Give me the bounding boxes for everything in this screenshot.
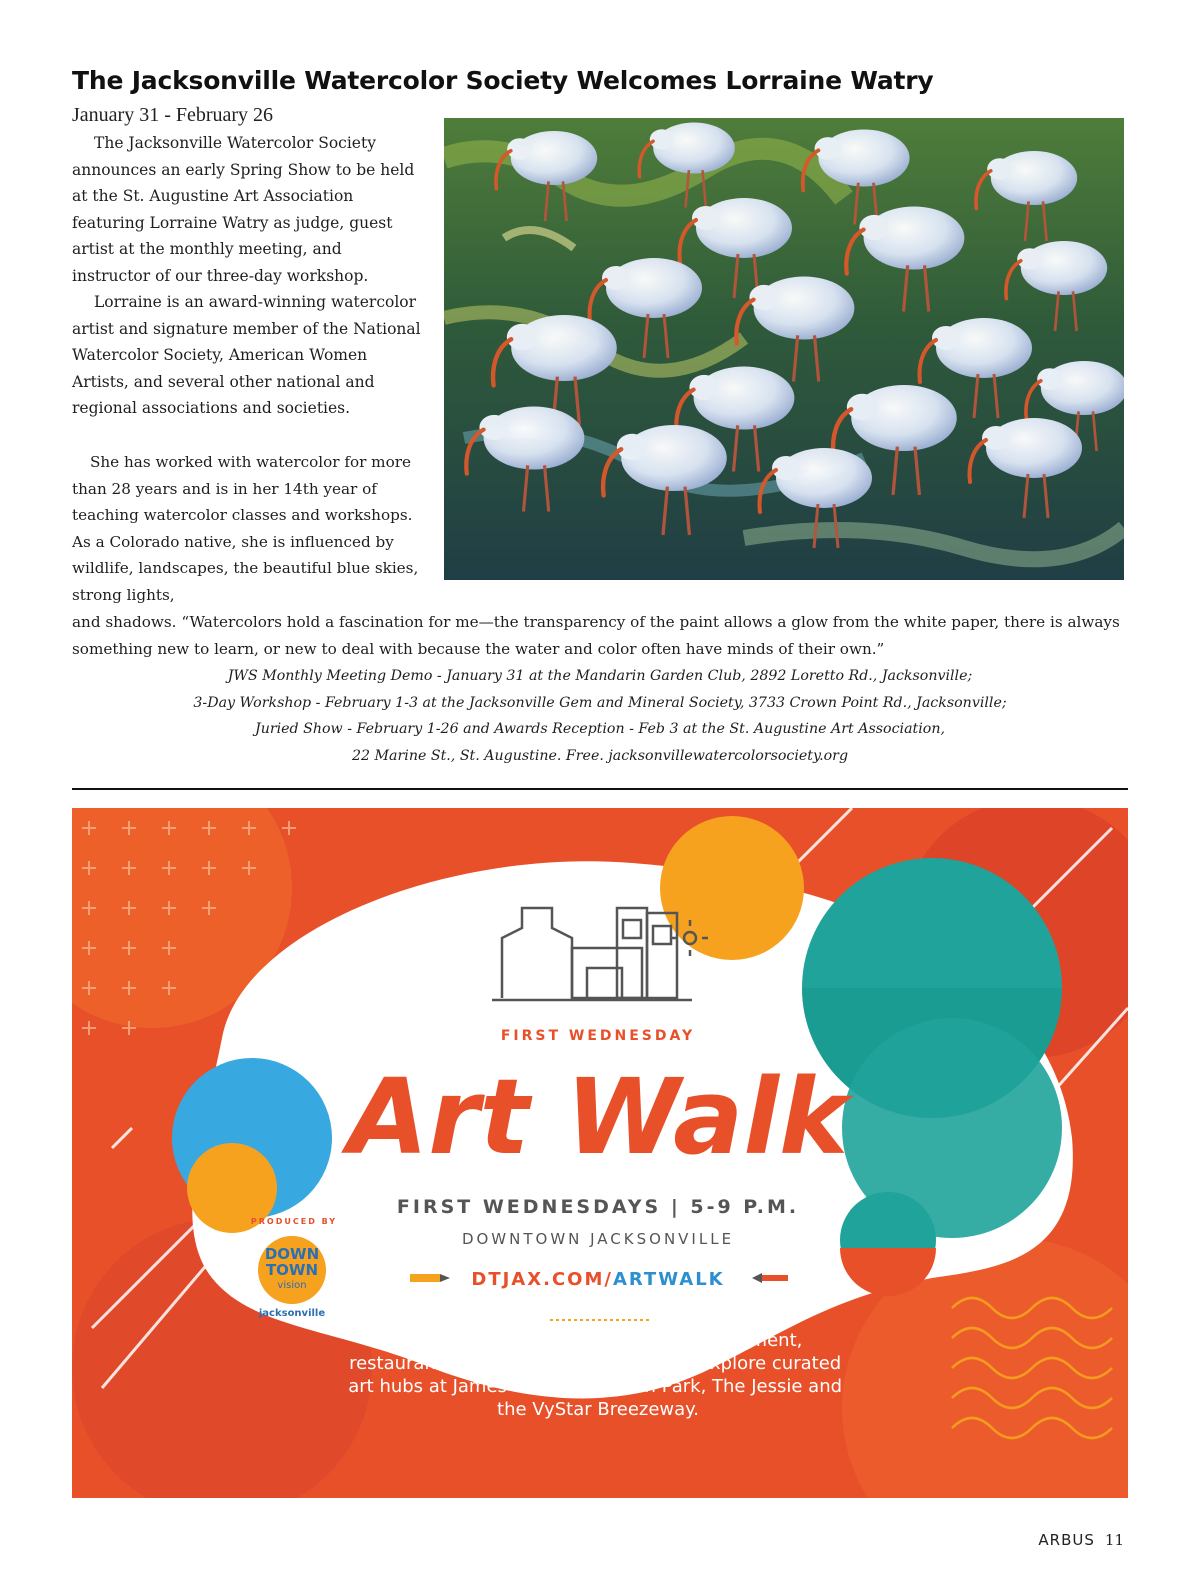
- ad-location: DOWNTOWN JACKSONVILLE: [461, 1230, 735, 1248]
- svg-text:DOWN: DOWN: [264, 1245, 320, 1263]
- svg-text:jacksonville: jacksonville: [258, 1308, 326, 1319]
- produced-by-label: PRODUCED BY: [250, 1217, 338, 1226]
- ad-description: Take a self-guided tour of arts, entertainment, restaurants, shops, murals, and more. Explore curated art hubs at James Weldon Johnson Park, The Jessie and the VyStar Breezeway.: [348, 1330, 843, 1420]
- event-line: JWS Monthly Meeting Demo - January 31 at the Mandarin Garden Club, 2892 Loretto Rd., Jacksonville;: [227, 668, 973, 684]
- ad-url[interactable]: DTJAX.COM/ARTWALK: [471, 1269, 725, 1290]
- article-title: The Jacksonville Watercolor Society Welcomes Lorraine Watry: [72, 66, 934, 95]
- page-footer: [1038, 1531, 1124, 1549]
- orange-circle: [660, 816, 804, 960]
- event-listing: [72, 663, 1128, 769]
- section-divider: [72, 788, 1128, 790]
- event-line: 3-Day Workshop - February 1-3 at the Jacksonville Gem and Mineral Society, 3733 Crown Point Rd., Jacksonville;: [193, 694, 1007, 711]
- svg-text:vision: vision: [277, 1280, 307, 1291]
- ad-title: Art Walk: [347, 1056, 849, 1178]
- ad-schedule: FIRST WEDNESDAYS | 5-9 P.M.: [396, 1196, 800, 1218]
- article-paragraph-1: The Jacksonville Watercolor Society announces an early Spring Show to be held at the St. Augustine Art Association featuring Lorraine Watry as judge, guest artist at the monthly meeting, and instructor of our three-day workshop.: [72, 134, 415, 285]
- article-paragraph-2: Lorraine is an award-winning watercolor artist and signature member of the National Watercolor Society, American Women Artists, and several other national and regional associations and societies.: [72, 293, 421, 417]
- article-paragraph-4: and shadows. “Watercolors hold a fascination for me—the transparency of the paint allows a glow from the white paper, there is always something new to learn, or new to deal with because the water and color often have minds of their own.”: [72, 613, 1120, 658]
- event-line: Juried Show - February 1-26 and Awards Reception - Feb 3 at the St. Augustine Art Association,: [255, 721, 945, 737]
- page-number: 11: [1104, 1531, 1124, 1549]
- art-walk-advertisement: [72, 808, 1128, 1498]
- article-paragraph-3: She has worked with watercolor for more than 28 years and is in her 14th year of teaching watercolor classes and workshops. As a Colorado native, she is influenced by wildlife, landscapes, the beautiful blue skies, strong lights,: [72, 453, 419, 604]
- magazine-name: ARBUS: [1038, 1531, 1095, 1549]
- event-line: 22 Marine St., St. Augustine. Free. jacksonvillewatercolorsociety.org: [351, 747, 849, 764]
- svg-text:TOWN: TOWN: [265, 1261, 319, 1279]
- ad-kicker: FIRST WEDNESDAY: [500, 1028, 696, 1044]
- ibis-watercolor-painting: [444, 118, 1124, 580]
- article-dates: January 31 - February 26: [72, 104, 274, 126]
